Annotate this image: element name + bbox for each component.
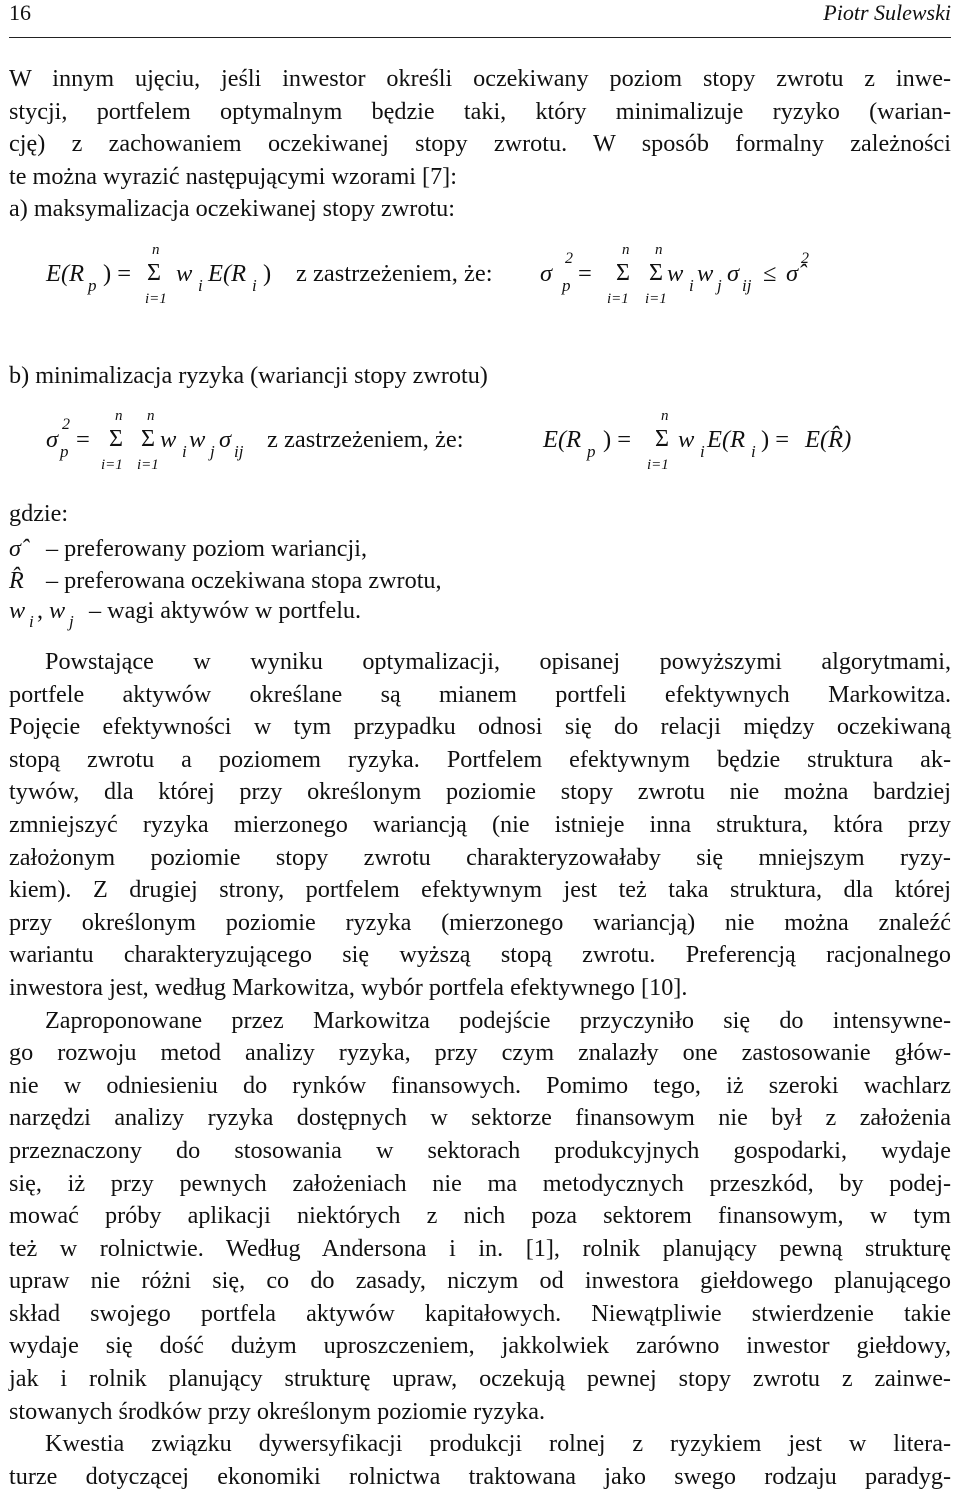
- formula-symbol: ≤: [763, 260, 777, 287]
- formula-superscript: 2: [62, 416, 70, 433]
- text-line: też w rolnictwie. Według Andersona i in. [1], rolnik planujący pewną strukturę: [9, 1234, 951, 1262]
- formula-symbol: E(R̂): [805, 426, 852, 453]
- sum-lower-limit: i=1: [145, 291, 167, 307]
- text-line: inwestora jest, według Markowitza, wybór portfela efektywnego [10].: [9, 973, 688, 1001]
- formula-subscript: i: [689, 276, 694, 295]
- text-line: stowanych środków przy określonym poziomie ryzyka.: [9, 1397, 546, 1425]
- sum-symbol: Σ: [649, 260, 663, 286]
- formula-symbol: E(R: [208, 260, 247, 287]
- glossary-symbol: w: [49, 597, 66, 624]
- text-line: się, iż przy pewnych założeniach nie ma metodycznych przeszkód, by podej-: [9, 1169, 951, 1197]
- sum-lower-limit: i=1: [647, 457, 669, 473]
- formula-symbol: w: [678, 426, 695, 453]
- sum-lower-limit: i=1: [645, 291, 667, 307]
- formula-symbol: σ: [219, 426, 232, 453]
- sum-symbol: Σ: [109, 426, 123, 452]
- header-rule: [9, 37, 951, 38]
- formula-symbol: ) =: [761, 426, 790, 453]
- text-line: cję) z zachowaniem oczekiwanej stopy zwrotu. W sposób formalny zależności: [9, 130, 951, 158]
- sum-symbol: Σ: [147, 260, 161, 286]
- sum-upper-limit: n: [655, 242, 663, 258]
- sum-upper-limit: n: [147, 408, 155, 424]
- sum-upper-limit: n: [661, 408, 669, 424]
- formula-symbol: ) =: [103, 260, 132, 287]
- text-line: założonym poziomie stopy zwrotu charakteryzowałaby się mniejszym ryzy-: [9, 843, 951, 871]
- formula-expected-return: [0, 238, 960, 318]
- text-line: narzędzi analizy ryzyka dostępnych w sektorze finansowym nie był z założenia: [9, 1104, 951, 1132]
- list-item-b-block: [9, 360, 951, 393]
- running-title-author: Piotr Sulewski: [823, 0, 951, 25]
- text-line: turze dotyczącej ekonomiki rolnictwa traktowana jako swego rodzaju paradyg-: [9, 1462, 951, 1490]
- sum-lower-limit: i=1: [607, 291, 629, 307]
- formula-symbol: w: [697, 260, 714, 287]
- text-line: go rozwoju metod analizy ryzyka, przy czym znalazły one zastosowanie głów-: [9, 1039, 951, 1067]
- formula-condition: z zastrzeżeniem, że:: [267, 426, 464, 453]
- text-line: wariantu charakteryzującego się wyższą stopą zwrotu. Preferencją racjonalnego: [9, 941, 951, 969]
- sum-symbol: Σ: [655, 426, 669, 452]
- formula-symbol: w: [667, 260, 684, 287]
- formula-subscript: p: [88, 276, 97, 295]
- glossary: [9, 500, 951, 640]
- text-line: nie w odniesieniu do rynków finansowych. Pomimo tego, iż szeroki wachlarz: [9, 1071, 951, 1099]
- text-line: skład swojego portfela aktywów kapitałowych. Niewątpliwie stwierdzenie takie: [9, 1299, 951, 1327]
- text-line: W innym ujęciu, jeśli inwestor określi oczekiwany poziom stopy zwrotu z inwe-: [9, 65, 951, 92]
- formula-symbol: σ̂: [786, 260, 799, 287]
- formula-symbol: w: [189, 426, 206, 453]
- formula-condition: z zastrzeżeniem, że:: [296, 260, 493, 287]
- formula-symbol: σ: [727, 260, 740, 287]
- text-line: jak i rolnik planujący strukturę upraw, oczekują pewnej stopy zwrotu z zainwe-: [9, 1365, 951, 1393]
- text-line: przeznaczony do stosowania w sektorach produkcyjnych gospodarki, wydaje: [9, 1136, 951, 1164]
- text-line: zmniejszyć ryzyka mierzonego wariancją (nie istnieje inna struktura, która przy: [9, 810, 951, 838]
- formula-variance: [0, 404, 960, 484]
- glossary-separator: ,: [37, 597, 44, 624]
- text-line: stycji, portfelem optymalnym będzie taki, który minimalizuje ryzyko (warian-: [9, 97, 951, 125]
- formula-symbol: E(R: [543, 426, 582, 453]
- formula-subscript: i: [182, 442, 187, 461]
- formula-subscript: j: [717, 276, 722, 295]
- text-line: kiem). Z drugiej strony, portfelem efektywnym jest też taka struktura, dla której: [9, 876, 951, 904]
- formula-superscript: 2: [801, 250, 809, 267]
- formula-symbol: σ: [540, 260, 553, 287]
- text-line: Pojęcie efektywności w tym przypadku odnosi się do relacji między oczekiwaną: [9, 713, 951, 741]
- sum-lower-limit: i=1: [137, 457, 159, 473]
- formula-symbol: σ: [46, 426, 59, 453]
- text-line: te można wyrazić następującymi wzorami [7]:: [9, 162, 457, 190]
- formula-symbol: ) =: [603, 426, 632, 453]
- glossary-symbol: w: [9, 597, 26, 624]
- page-header: [0, 0, 960, 42]
- page-number: 16: [9, 0, 31, 25]
- list-item-b: b) minimalizacja ryzyka (wariancji stopy zwrotu): [9, 362, 488, 389]
- formula-symbol: =: [578, 260, 592, 287]
- text-line: stopą zwrotu a poziomem ryzyka. Portfelem efektywnym będzie struktura ak-: [9, 745, 951, 773]
- formula-symbol: E(R: [707, 426, 746, 453]
- glossary-subscript: i: [29, 612, 34, 631]
- text-line: przy określonym poziomie ryzyka (mierzonego wariancją) nie można znaleźć: [9, 908, 951, 936]
- formula-superscript: 2: [565, 250, 573, 267]
- formula-subscript: i: [198, 276, 203, 295]
- body-text: [9, 646, 951, 1493]
- formula-subscript: p: [587, 442, 596, 461]
- sum-symbol: Σ: [141, 426, 155, 452]
- list-item-a: a) maksymalizacja oczekiwanej stopy zwrotu:: [9, 195, 455, 223]
- glossary-definition: – preferowana oczekiwana stopa zwrotu,: [46, 567, 442, 594]
- formula-subscript: ij: [742, 276, 752, 295]
- sum-upper-limit: n: [115, 408, 123, 424]
- glossary-subscript: j: [69, 612, 74, 631]
- glossary-symbol: σ̂: [9, 535, 21, 562]
- glossary-definition: – wagi aktywów w portfelu.: [89, 597, 362, 624]
- text-line: Powstające w wyniku optymalizacji, opisanej powyższymi algorytmami,: [45, 648, 951, 675]
- text-line: wydaje się dość dużym uproszczeniem, jakkolwiek zarówno inwestor giełdowy,: [9, 1332, 951, 1360]
- formula-subscript: p: [60, 442, 69, 461]
- intro-paragraph: [9, 63, 951, 226]
- text-line: Zaproponowane przez Markowitza podejście przyczyniło się do intensywne-: [45, 1006, 951, 1034]
- formula-symbol: w: [160, 426, 177, 453]
- formula-subscript: ij: [234, 442, 244, 461]
- sum-upper-limit: n: [622, 242, 630, 258]
- sum-symbol: Σ: [616, 260, 630, 286]
- text-line: mować próby aplikacji niektórych z nich poza sektorem finansowym, w tym: [9, 1202, 951, 1230]
- glossary-symbol: R̂: [9, 567, 24, 594]
- formula-subscript: i: [700, 442, 705, 461]
- text-line: Kwestia związku dywersyfikacji produkcji rolnej z ryzykiem jest w litera-: [45, 1430, 951, 1458]
- formula-symbol: w: [176, 260, 193, 287]
- text-line: upraw nie różni się, co do zasady, niczym od inwestora giełdowego planującego: [9, 1267, 951, 1295]
- glossary-definition: – preferowany poziom wariancji,: [46, 535, 368, 562]
- glossary-heading: gdzie:: [9, 500, 69, 527]
- formula-subscript: j: [210, 442, 215, 461]
- text-line: tywów, dla której przy określonym poziomie stopy zwrotu nie można bardziej: [9, 778, 951, 806]
- formula-subscript: i: [252, 276, 257, 295]
- sum-upper-limit: n: [152, 242, 160, 258]
- sum-lower-limit: i=1: [101, 457, 123, 473]
- formula-subscript: i: [751, 442, 756, 461]
- formula-symbol: ): [263, 260, 272, 287]
- formula-symbol: =: [76, 426, 90, 453]
- formula-symbol: E(R: [46, 260, 85, 287]
- text-line: portfele aktywów określane są mianem portfeli efektywnych Markowitza.: [9, 680, 951, 708]
- formula-subscript: p: [562, 276, 571, 295]
